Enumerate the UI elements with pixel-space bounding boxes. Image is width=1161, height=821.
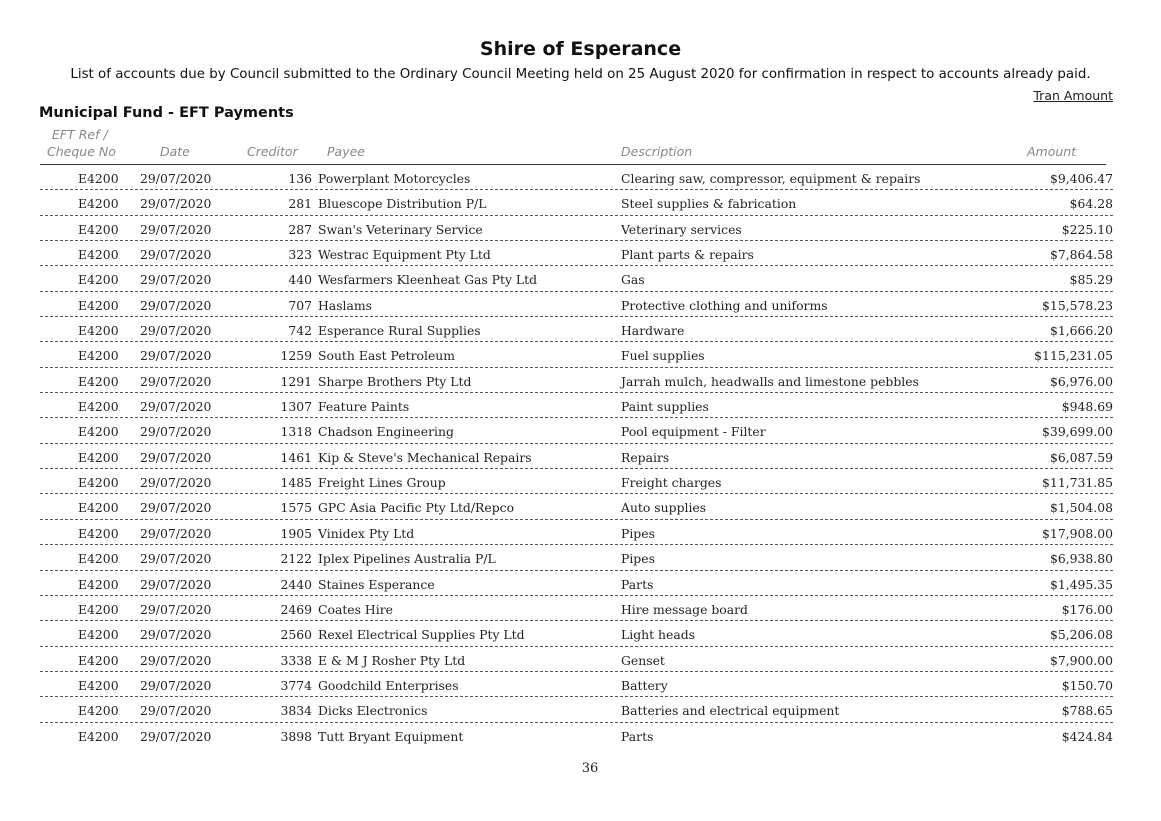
payee-cell: Feature Paints — [318, 399, 410, 415]
creditor-cell: 281 — [288, 196, 312, 212]
description-cell: Pipes — [621, 525, 655, 541]
table-row — [0, 292, 1161, 317]
eft-ref-cell: E4200 — [78, 601, 119, 617]
description-cell: Pipes — [621, 551, 655, 567]
payee-cell: Staines Esperance — [318, 576, 435, 592]
table-row — [0, 647, 1161, 672]
creditor-cell: 3338 — [280, 652, 312, 668]
table-row — [0, 418, 1161, 443]
eft-ref-cell: E4200 — [78, 323, 119, 339]
table-row — [0, 723, 1161, 748]
eft-ref-cell: E4200 — [78, 171, 119, 186]
eft-ref-cell: E4200 — [78, 525, 119, 541]
date-cell: 29/07/2020 — [140, 247, 212, 263]
tran-amount-label: Tran Amount — [1033, 88, 1113, 103]
eft-ref-cell: E4200 — [78, 399, 119, 415]
date-cell: 29/07/2020 — [140, 525, 212, 541]
header-creditor: Creditor — [247, 144, 298, 159]
date-cell: 29/07/2020 — [140, 576, 212, 592]
description-cell: Paint supplies — [621, 399, 709, 415]
amount-cell: $15,578.23 — [1042, 297, 1113, 313]
header-description: Description — [621, 144, 693, 159]
date-cell: 29/07/2020 — [140, 348, 212, 364]
table-row — [0, 672, 1161, 697]
amount-cell: $5,206.08 — [1049, 627, 1113, 643]
date-cell: 29/07/2020 — [140, 500, 212, 516]
payee-cell: Swan's Veterinary Service — [318, 221, 483, 237]
description-cell: Protective clothing and uniforms — [621, 297, 828, 313]
amount-cell: $1,666.20 — [1049, 323, 1113, 339]
amount-cell: $17,908.00 — [1042, 525, 1113, 541]
eft-ref-cell: E4200 — [78, 424, 119, 440]
table-row — [0, 368, 1161, 393]
description-cell: Clearing saw, compressor, equipment & repairs — [621, 171, 921, 186]
header-date: Date — [160, 144, 190, 159]
creditor-cell: 1575 — [280, 500, 312, 516]
payments-table-body — [0, 165, 1161, 748]
table-row — [0, 444, 1161, 469]
description-cell: Repairs — [621, 449, 670, 465]
header-ref-line1: EFT Ref / — [52, 127, 108, 142]
creditor-cell: 1307 — [280, 399, 312, 415]
eft-ref-cell: E4200 — [78, 652, 119, 668]
payee-cell: Kip & Steve's Mechanical Repairs — [318, 449, 532, 465]
amount-cell: $1,495.35 — [1049, 576, 1113, 592]
amount-cell: $115,231.05 — [1034, 348, 1113, 364]
description-cell: Batteries and electrical equipment — [621, 703, 840, 719]
amount-cell: $6,938.80 — [1049, 551, 1113, 567]
eft-ref-cell: E4200 — [78, 627, 119, 643]
amount-cell: $6,087.59 — [1049, 449, 1113, 465]
eft-ref-cell: E4200 — [78, 449, 119, 465]
table-row — [0, 494, 1161, 519]
description-cell: Veterinary services — [621, 221, 742, 237]
creditor-cell: 1318 — [280, 424, 312, 440]
description-cell: Plant parts & repairs — [621, 247, 754, 263]
creditor-cell: 2469 — [280, 601, 312, 617]
date-cell: 29/07/2020 — [140, 449, 212, 465]
eft-ref-cell: E4200 — [78, 576, 119, 592]
table-row — [0, 621, 1161, 646]
amount-cell: $11,731.85 — [1042, 475, 1113, 491]
creditor-cell: 2560 — [280, 627, 312, 643]
payee-cell: Dicks Electronics — [318, 703, 428, 719]
date-cell: 29/07/2020 — [140, 399, 212, 415]
amount-cell: $424.84 — [1061, 728, 1113, 744]
payee-cell: Chadson Engineering — [318, 424, 454, 440]
payee-cell: Iplex Pipelines Australia P/L — [318, 551, 496, 567]
date-cell: 29/07/2020 — [140, 601, 212, 617]
eft-ref-cell: E4200 — [78, 196, 119, 212]
document-title: Shire of Esperance — [479, 38, 682, 60]
description-cell: Parts — [621, 728, 654, 744]
amount-cell: $948.69 — [1061, 399, 1113, 415]
creditor-cell: 2440 — [280, 576, 312, 592]
eft-ref-cell: E4200 — [78, 551, 119, 567]
creditor-cell: 3774 — [280, 677, 312, 693]
payee-cell: South East Petroleum — [318, 348, 456, 364]
eft-ref-cell: E4200 — [78, 348, 119, 364]
header-amount: Amount — [1027, 144, 1077, 159]
eft-ref-cell: E4200 — [78, 500, 119, 516]
description-cell: Hardware — [621, 323, 685, 339]
description-cell: Freight charges — [621, 475, 722, 491]
page-number: 36 — [581, 761, 599, 776]
date-cell: 29/07/2020 — [140, 652, 212, 668]
creditor-cell: 1291 — [280, 373, 312, 389]
date-cell: 29/07/2020 — [140, 171, 212, 186]
payee-cell: Tutt Bryant Equipment — [318, 728, 464, 744]
creditor-cell: 1259 — [280, 348, 312, 364]
payee-cell: Vinidex Pty Ltd — [318, 525, 415, 541]
table-row — [0, 216, 1161, 241]
payee-cell: Goodchild Enterprises — [318, 677, 459, 693]
document-subtitle: List of accounts due by Council submitted to the Ordinary Council Meeting held on 25 August 2020 for confirmation in respect to accounts already paid. — [70, 67, 1091, 82]
eft-ref-cell: E4200 — [78, 475, 119, 491]
description-cell: Gas — [621, 272, 645, 288]
table-row — [0, 165, 1161, 190]
payee-cell: GPC Asia Pacific Pty Ltd/Repco — [318, 500, 515, 516]
eft-ref-cell: E4200 — [78, 677, 119, 693]
eft-ref-cell: E4200 — [78, 297, 119, 313]
payee-cell: E & M J Rosher Pty Ltd — [318, 652, 466, 668]
header-payee: Payee — [327, 144, 365, 159]
amount-cell: $225.10 — [1061, 221, 1113, 237]
table-row — [0, 545, 1161, 570]
eft-ref-cell: E4200 — [78, 221, 119, 237]
payee-cell: Esperance Rural Supplies — [318, 323, 481, 339]
description-cell: Genset — [621, 652, 665, 668]
creditor-cell: 707 — [288, 297, 312, 313]
date-cell: 29/07/2020 — [140, 728, 212, 744]
amount-cell: $64.28 — [1069, 196, 1113, 212]
amount-cell: $85.29 — [1069, 272, 1113, 288]
description-cell: Auto supplies — [621, 500, 707, 516]
table-row — [0, 342, 1161, 367]
creditor-cell: 3834 — [280, 703, 312, 719]
date-cell: 29/07/2020 — [140, 551, 212, 567]
description-cell: Jarrah mulch, headwalls and limestone pebbles — [621, 373, 919, 389]
header-ref-line2: Cheque No — [47, 144, 116, 159]
amount-cell: $9,406.47 — [1049, 171, 1113, 186]
eft-ref-cell: E4200 — [78, 728, 119, 744]
payee-cell: Westrac Equipment Pty Ltd — [318, 247, 491, 263]
creditor-cell: 1905 — [280, 525, 312, 541]
date-cell: 29/07/2020 — [140, 627, 212, 643]
description-cell: Battery — [621, 677, 668, 693]
payee-cell: Wesfarmers Kleenheat Gas Pty Ltd — [318, 272, 538, 288]
payee-cell: Bluescope Distribution P/L — [318, 196, 487, 212]
creditor-cell: 742 — [288, 323, 312, 339]
amount-cell: $788.65 — [1061, 703, 1113, 719]
creditor-cell: 2122 — [280, 551, 312, 567]
table-row — [0, 520, 1161, 545]
table-row — [0, 190, 1161, 215]
date-cell: 29/07/2020 — [140, 703, 212, 719]
description-cell: Light heads — [621, 627, 696, 643]
table-row — [0, 697, 1161, 722]
payee-cell: Freight Lines Group — [318, 475, 446, 491]
amount-cell: $150.70 — [1061, 677, 1113, 693]
table-row — [0, 317, 1161, 342]
payee-cell: Coates Hire — [318, 601, 393, 617]
amount-cell: $39,699.00 — [1042, 424, 1113, 440]
date-cell: 29/07/2020 — [140, 424, 212, 440]
payee-cell: Powerplant Motorcycles — [318, 171, 471, 186]
description-cell: Fuel supplies — [621, 348, 705, 364]
amount-cell: $7,864.58 — [1049, 247, 1113, 263]
eft-ref-cell: E4200 — [78, 703, 119, 719]
date-cell: 29/07/2020 — [140, 475, 212, 491]
section-title: Municipal Fund - EFT Payments — [39, 105, 294, 121]
payee-cell: Sharpe Brothers Pty Ltd — [318, 373, 472, 389]
date-cell: 29/07/2020 — [140, 272, 212, 288]
eft-ref-cell: E4200 — [78, 247, 119, 263]
creditor-cell: 3898 — [280, 728, 312, 744]
date-cell: 29/07/2020 — [140, 323, 212, 339]
eft-ref-cell: E4200 — [78, 272, 119, 288]
description-cell: Steel supplies & fabrication — [621, 196, 797, 212]
creditor-cell: 323 — [288, 247, 312, 263]
description-cell: Hire message board — [621, 601, 748, 617]
creditor-cell: 136 — [288, 171, 312, 186]
creditor-cell: 287 — [288, 221, 312, 237]
table-row — [0, 469, 1161, 494]
creditor-cell: 440 — [288, 272, 312, 288]
table-row — [0, 266, 1161, 291]
creditor-cell: 1461 — [280, 449, 312, 465]
table-row — [0, 571, 1161, 596]
description-cell: Parts — [621, 576, 654, 592]
eft-ref-cell: E4200 — [78, 373, 119, 389]
payee-cell: Haslams — [318, 297, 373, 313]
creditor-cell: 1485 — [280, 475, 312, 491]
amount-cell: $7,900.00 — [1049, 652, 1113, 668]
date-cell: 29/07/2020 — [140, 221, 212, 237]
amount-cell: $1,504.08 — [1049, 500, 1113, 516]
date-cell: 29/07/2020 — [140, 297, 212, 313]
amount-cell: $6,976.00 — [1049, 373, 1113, 389]
date-cell: 29/07/2020 — [140, 677, 212, 693]
table-row — [0, 241, 1161, 266]
table-row — [0, 596, 1161, 621]
amount-cell: $176.00 — [1061, 601, 1113, 617]
date-cell: 29/07/2020 — [140, 373, 212, 389]
payee-cell: Rexel Electrical Supplies Pty Ltd — [318, 627, 525, 643]
table-row — [0, 393, 1161, 418]
date-cell: 29/07/2020 — [140, 196, 212, 212]
description-cell: Pool equipment - Filter — [621, 424, 766, 440]
